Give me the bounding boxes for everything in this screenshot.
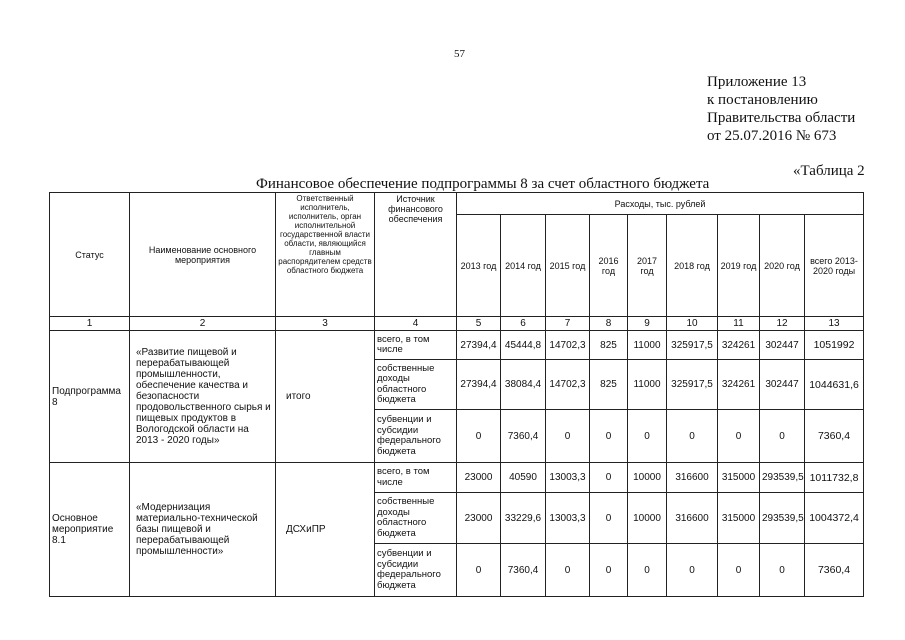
column-number: 1: [50, 317, 130, 331]
value-total-cell: 1051992: [805, 331, 864, 360]
header-year: 2015 год: [546, 215, 590, 317]
value-cell: 315000: [718, 493, 760, 544]
row-status: Основное мероприятие 8.1: [50, 463, 130, 597]
row-status: Подпрограмма 8: [50, 331, 130, 463]
value-total-cell: 7360,4: [805, 410, 864, 463]
row-name: «Развитие пищевой и перерабатывающей промышленности, обеспечение качества и безопасности продовольственного сырья и пищевых продуктов в Вологодской области на 2013 - 2020 годы»: [130, 331, 276, 463]
header-year: 2013 год: [457, 215, 501, 317]
row-name: «Модернизация материально-технической базы пищевой и перерабатывающей промышленности»: [130, 463, 276, 597]
column-number: 6: [501, 317, 546, 331]
page-number: 57: [454, 48, 465, 60]
value-cell: 33229,6: [501, 493, 546, 544]
value-cell: 13003,3: [546, 493, 590, 544]
value-cell: 324261: [718, 331, 760, 360]
value-cell: 293539,5: [760, 493, 805, 544]
value-cell: 14702,3: [546, 331, 590, 360]
value-cell: 11000: [628, 331, 667, 360]
value-cell: 316600: [667, 463, 718, 493]
header-expenses: Расходы, тыс. рублей: [457, 193, 864, 215]
value-cell: 0: [628, 410, 667, 463]
value-cell: 0: [718, 410, 760, 463]
value-cell: 7360,4: [501, 410, 546, 463]
value-cell: 0: [590, 410, 628, 463]
row-source: всего, в том числе: [375, 463, 457, 493]
value-cell: 0: [628, 544, 667, 597]
column-number: 2: [130, 317, 276, 331]
appendix-header: [707, 73, 855, 145]
value-cell: 0: [667, 544, 718, 597]
value-cell: 0: [760, 410, 805, 463]
value-cell: 0: [457, 410, 501, 463]
appendix-line: Правительства области: [707, 110, 856, 126]
value-cell: 27394,4: [457, 360, 501, 410]
value-cell: 0: [546, 410, 590, 463]
value-total-cell: 1004372,4: [805, 493, 864, 544]
value-cell: 45444,8: [501, 331, 546, 360]
row-source: всего, в том числе: [375, 331, 457, 360]
value-cell: 23000: [457, 463, 501, 493]
table-label: «Таблица 2: [793, 163, 865, 179]
header-year: 2020 год: [760, 215, 805, 317]
row-source: субвенции и субсидии федерального бюджета: [375, 544, 457, 597]
row-source: собственные доходы областного бюджета: [375, 493, 457, 544]
value-cell: 302447: [760, 331, 805, 360]
appendix-line: к постановлению: [707, 92, 818, 108]
column-number: 7: [546, 317, 590, 331]
value-cell: 0: [718, 544, 760, 597]
column-number-row: [50, 317, 864, 331]
column-number: 13: [805, 317, 864, 331]
value-cell: 0: [760, 544, 805, 597]
header-source: Источник финансового обеспечения: [375, 193, 457, 317]
value-cell: 316600: [667, 493, 718, 544]
value-cell: 7360,4: [501, 544, 546, 597]
column-number: 10: [667, 317, 718, 331]
value-cell: 0: [590, 493, 628, 544]
column-number: 12: [760, 317, 805, 331]
column-number: 9: [628, 317, 667, 331]
header-year: 2016 год: [590, 215, 628, 317]
column-number: 11: [718, 317, 760, 331]
value-cell: 302447: [760, 360, 805, 410]
row-responsible: итого: [276, 331, 375, 463]
value-cell: 825: [590, 331, 628, 360]
header-status: Статус: [50, 193, 130, 317]
value-total-cell: 1044631,6: [805, 360, 864, 410]
value-cell: 10000: [628, 463, 667, 493]
row-source: субвенции и субсидии федерального бюджета: [375, 410, 457, 463]
value-cell: 0: [546, 544, 590, 597]
header-name: Наименование основного мероприятия: [130, 193, 276, 317]
value-total-cell: 7360,4: [805, 544, 864, 597]
finance-table: [49, 192, 864, 597]
table-row: [50, 463, 864, 493]
value-cell: 23000: [457, 493, 501, 544]
header-year: 2019 год: [718, 215, 760, 317]
appendix-line: от 25.07.2016 № 673: [707, 128, 837, 144]
column-number: 5: [457, 317, 501, 331]
header-year: 2018 год: [667, 215, 718, 317]
column-number: 4: [375, 317, 457, 331]
value-cell: 27394,4: [457, 331, 501, 360]
value-cell: 11000: [628, 360, 667, 410]
column-number: 8: [590, 317, 628, 331]
value-cell: 13003,3: [546, 463, 590, 493]
row-responsible: ДСХиПР: [276, 463, 375, 597]
value-cell: 0: [457, 544, 501, 597]
column-number: 3: [276, 317, 375, 331]
header-responsible: Ответственный исполнитель, исполнитель, орган исполнительной государственной власти области, являющийся главным распорядителем средств областного бюджета: [276, 193, 375, 317]
appendix-line: Приложение 13: [707, 74, 807, 90]
value-cell: 324261: [718, 360, 760, 410]
table-title: Финансовое обеспечение подпрограммы 8 за счет областного бюджета: [256, 176, 710, 192]
value-cell: 38084,4: [501, 360, 546, 410]
value-cell: 325917,5: [667, 331, 718, 360]
header-year: 2017 год: [628, 215, 667, 317]
table-row: [50, 331, 864, 360]
value-cell: 825: [590, 360, 628, 410]
header-year-total: всего 2013-2020 годы: [805, 215, 864, 317]
value-cell: 325917,5: [667, 360, 718, 410]
value-cell: 293539,5: [760, 463, 805, 493]
value-cell: 14702,3: [546, 360, 590, 410]
value-cell: 0: [667, 410, 718, 463]
value-cell: 40590: [501, 463, 546, 493]
value-cell: 10000: [628, 493, 667, 544]
value-total-cell: 1011732,8: [805, 463, 864, 493]
value-cell: 0: [590, 463, 628, 493]
header-year: 2014 год: [501, 215, 546, 317]
value-cell: 315000: [718, 463, 760, 493]
row-source: собственные доходы областного бюджета: [375, 360, 457, 410]
value-cell: 0: [590, 544, 628, 597]
